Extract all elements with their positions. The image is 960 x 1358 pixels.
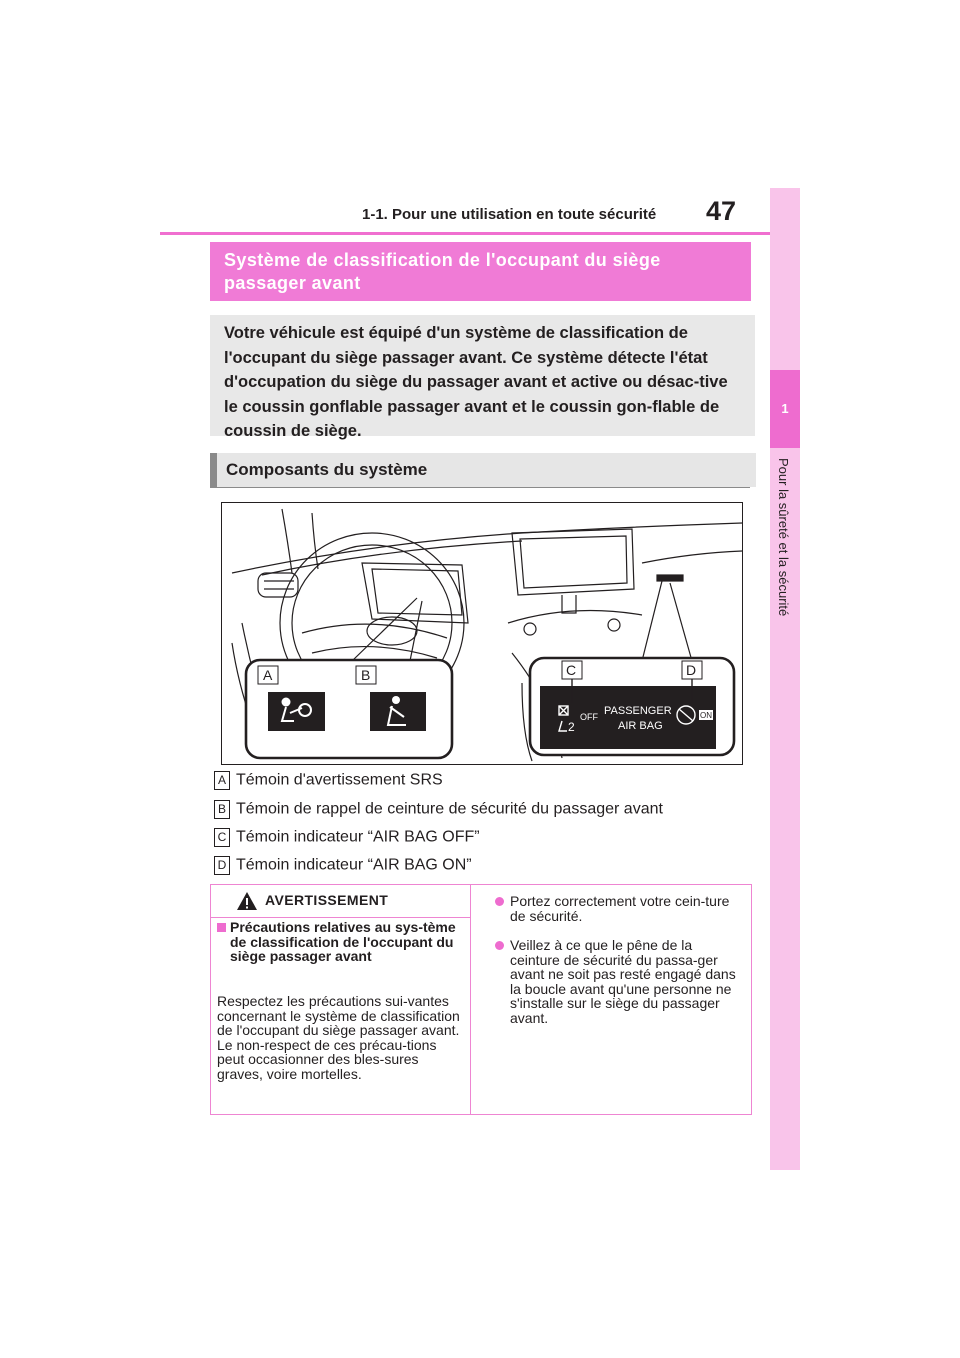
legend-key: C [214, 828, 230, 847]
intro-box [210, 315, 755, 440]
off-label: OFF [580, 712, 598, 722]
warning-triangle-icon [236, 891, 258, 911]
bullet-dot [495, 941, 504, 950]
legend-text: Témoin indicateur “AIR BAG OFF” [236, 828, 480, 846]
warning-title: AVERTISSEMENT [265, 892, 389, 908]
passenger-label: PASSENGER [604, 705, 672, 717]
chapter-number-tab [770, 370, 800, 448]
header-rule [160, 232, 770, 235]
chapter-title-vertical: Pour la sûreté et la sécurité [776, 458, 791, 617]
srs-warning-icon [268, 692, 325, 731]
warning-column-divider [470, 884, 471, 1115]
section-title: Système de classification de l'occupant du siège passager avant [224, 250, 661, 293]
chapter-side-tab [770, 188, 800, 1170]
legend-text: Témoin indicateur “AIR BAG ON” [236, 856, 472, 874]
bullet-dot [495, 897, 504, 906]
section-title-banner [210, 242, 751, 301]
legend-key: D [214, 856, 230, 875]
chapter-number: 1 [781, 401, 789, 416]
legend-key: A [214, 771, 230, 790]
on-label: ON [700, 711, 712, 720]
warning-heading: Précautions relatives au sys-tème de classification de l'occupant du siège passager avant [230, 919, 456, 964]
legend-item [214, 800, 663, 819]
page-number: 47 [706, 196, 737, 226]
warning-bullet: Portez correctement votre cein-ture de sécurité. [510, 893, 730, 924]
legend-text: Témoin de rappel de ceinture de sécurité du passager avant [236, 800, 663, 818]
warning-header [210, 884, 470, 918]
dashboard-illustration [221, 502, 743, 765]
legend-item [214, 771, 443, 790]
warning-body: Respectez les précautions sui-vantes concernant le système de classification de l'occupant du siège passager avant. Le non-respect de ces précau-tions peut occasionner des bles-sures graves, voire mortelles. [217, 993, 460, 1082]
legend-key: B [214, 800, 230, 819]
legend-text: Témoin d'avertissement SRS [236, 771, 443, 789]
subheading-bar [210, 453, 756, 487]
intro-text: Votre véhicule est équipé d'un système de classification de l'occupant du siège passager avant. Ce système détecte l'état d'occupation du siège du passager avant et active ou désac-tive le coussin gonflable passager avant et le coussin gon-flable de coussin de siège. [224, 324, 728, 440]
legend-item [214, 856, 472, 875]
subheading: Composants du système [226, 460, 428, 479]
warning-bullet-square [217, 923, 226, 932]
airbag-label: AIR BAG [618, 720, 663, 732]
svg-text:2: 2 [568, 720, 575, 734]
subheading-rule [210, 487, 750, 488]
dashboard-drawing [222, 503, 742, 764]
running-header: 1-1. Pour une utilisation en toute sécurité [362, 206, 657, 223]
legend-item [214, 828, 480, 847]
warning-bullet: Veillez à ce que le pêne de la ceinture de sécurité du passa-ger avant ne soit pas resté engagé dans la boucle avant qu'une personne ne s'installe sur le siège du passager avant. [510, 937, 736, 1026]
label-a: A [263, 667, 273, 683]
label-d: D [686, 662, 697, 678]
label-b: B [361, 667, 371, 683]
label-c: C [566, 662, 577, 678]
